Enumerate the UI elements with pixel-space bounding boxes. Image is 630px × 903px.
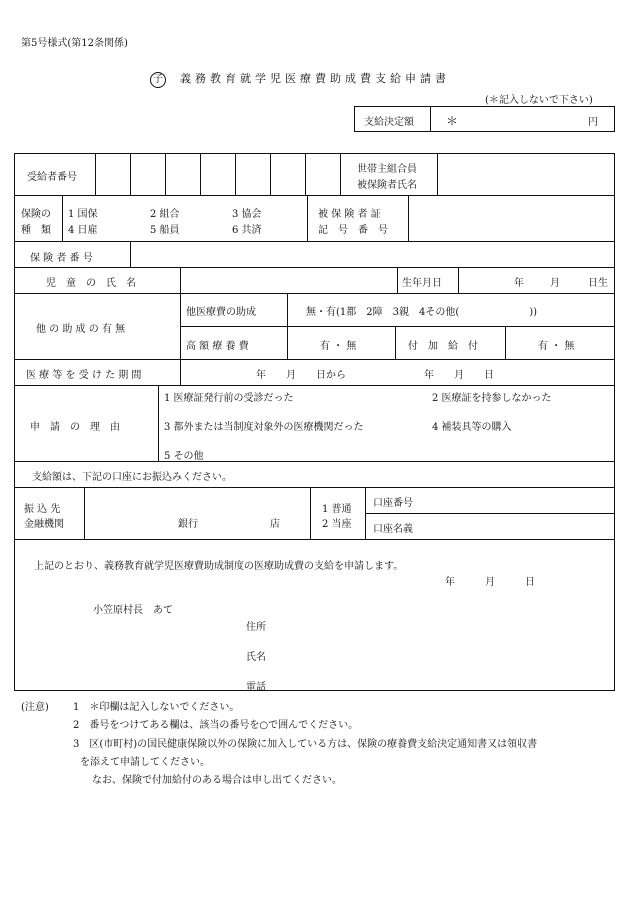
note-2: 2 番号をつけてある欄は、該当の番号を○で囲んでください。 xyxy=(73,720,359,731)
high-cost-label: 高 額 療 養 費 xyxy=(186,341,249,352)
other-medical-aid-label: 他医療費の助成 xyxy=(186,307,256,318)
note-3-continued: を添えて申請してください。 xyxy=(80,757,210,768)
dob-day: 日生 xyxy=(588,278,608,289)
name-label: 氏名 xyxy=(246,652,266,663)
insurance-option-3: 3 協会 xyxy=(232,209,262,220)
insured-cert-label-1: 被 保 険 者 証 xyxy=(318,209,381,220)
address-label: 住所 xyxy=(246,622,266,633)
insurance-option-5: 5 船員 xyxy=(150,225,180,236)
bank-label-2: 金融機関 xyxy=(24,519,64,530)
insurance-option-6: 6 共済 xyxy=(232,225,262,236)
account-type-1: 1 普通 xyxy=(322,504,352,515)
no-entry-note: (＊記入しないで下さい) xyxy=(485,95,593,106)
insurance-type-label-1: 保険の xyxy=(21,209,51,220)
insurance-option-2: 2 組合 xyxy=(150,209,180,220)
account-name-label: 口座名義 xyxy=(373,524,413,535)
application-statement: 上記のとおり、義務教育就学児医療費助成制度の医療助成費の支給を申請します。 xyxy=(34,561,404,572)
insurer-number-label: 保 険 者 番 号 xyxy=(30,253,93,264)
dob-label: 生年月日 xyxy=(402,278,442,289)
account-type-2: 2 当座 xyxy=(322,519,352,530)
note-1: 1 ＊印欄は記入しないでください。 xyxy=(73,702,240,713)
household-head-label-1: 世帯主組合員 xyxy=(357,164,417,175)
decision-asterisk: ＊ xyxy=(446,114,459,128)
period-to: 年 月 日 xyxy=(424,370,494,381)
period-label: 医 療 等 を 受 け た 期 間 xyxy=(26,370,142,381)
reason-item-2: 2 医療証を持参しなかった xyxy=(432,393,552,404)
title-text: 義務教育就学児医療費助成費支給申請書 xyxy=(180,72,450,85)
note-3: 3 区(市町村)の国民健康保険以外の保険に加入している方は、保険の療養費支給決定通知書又は領収書 xyxy=(73,739,538,750)
dob-year: 年 xyxy=(514,278,524,289)
reason-item-4: 4 補装具等の購入 xyxy=(432,422,512,433)
branch-suffix: 店 xyxy=(270,519,280,530)
child-name-label: 児 童 の 氏 名 xyxy=(46,278,136,289)
reason-item-3: 3 都外または当制度対象外の医療機関だった xyxy=(164,422,364,433)
circle-mark: 子 xyxy=(150,72,166,88)
bank-suffix: 銀行 xyxy=(178,519,198,530)
insurance-option-1: 1 国保 xyxy=(68,209,98,220)
form-title xyxy=(150,70,450,88)
bank-label-1: 振 込 先 xyxy=(24,504,61,515)
insurance-option-4: 4 日雇 xyxy=(68,225,98,236)
recipient-number-label: 受給者番号 xyxy=(27,172,77,183)
application-date: 年 月 日 xyxy=(445,577,535,588)
notes-heading: (注意) xyxy=(21,702,49,713)
dob-month: 月 xyxy=(550,278,560,289)
addressee: 小笠原村長 あて xyxy=(93,605,173,616)
other-aid-label: 他 の 助 成 の 有 無 xyxy=(36,324,126,335)
decision-unit: 円 xyxy=(588,117,598,128)
other-medical-aid-options: 無・有(1都 2障 3親 4その他( )) xyxy=(306,307,538,318)
reason-item-1: 1 医療証発行前の受診だった xyxy=(164,393,294,404)
phone-label: 電話 xyxy=(246,682,266,693)
household-head-label-2: 被保険者氏名 xyxy=(357,180,417,191)
additional-benefit-label: 付 加 給 付 xyxy=(408,341,478,352)
insured-cert-label-2: 記 号 番 号 xyxy=(318,225,388,236)
form-number: 第5号様式(第12条関係) xyxy=(21,38,128,49)
note-4: なお、保険で付加給付のある場合は申し出てください。 xyxy=(92,775,342,786)
reason-item-5: 5 その他 xyxy=(164,451,204,462)
additional-benefit-options: 有 ・ 無 xyxy=(538,341,575,352)
period-from: 年 月 日から xyxy=(256,370,346,381)
decision-label: 支給決定額 xyxy=(364,117,414,128)
reason-label: 申 請 の 理 由 xyxy=(30,422,120,433)
account-number-label: 口座番号 xyxy=(373,498,413,509)
insurance-type-label-2: 種 類 xyxy=(21,225,51,236)
high-cost-options: 有 ・ 無 xyxy=(320,341,357,352)
payment-notice: 支給額は、下記の口座にお振込みください。 xyxy=(32,472,232,483)
